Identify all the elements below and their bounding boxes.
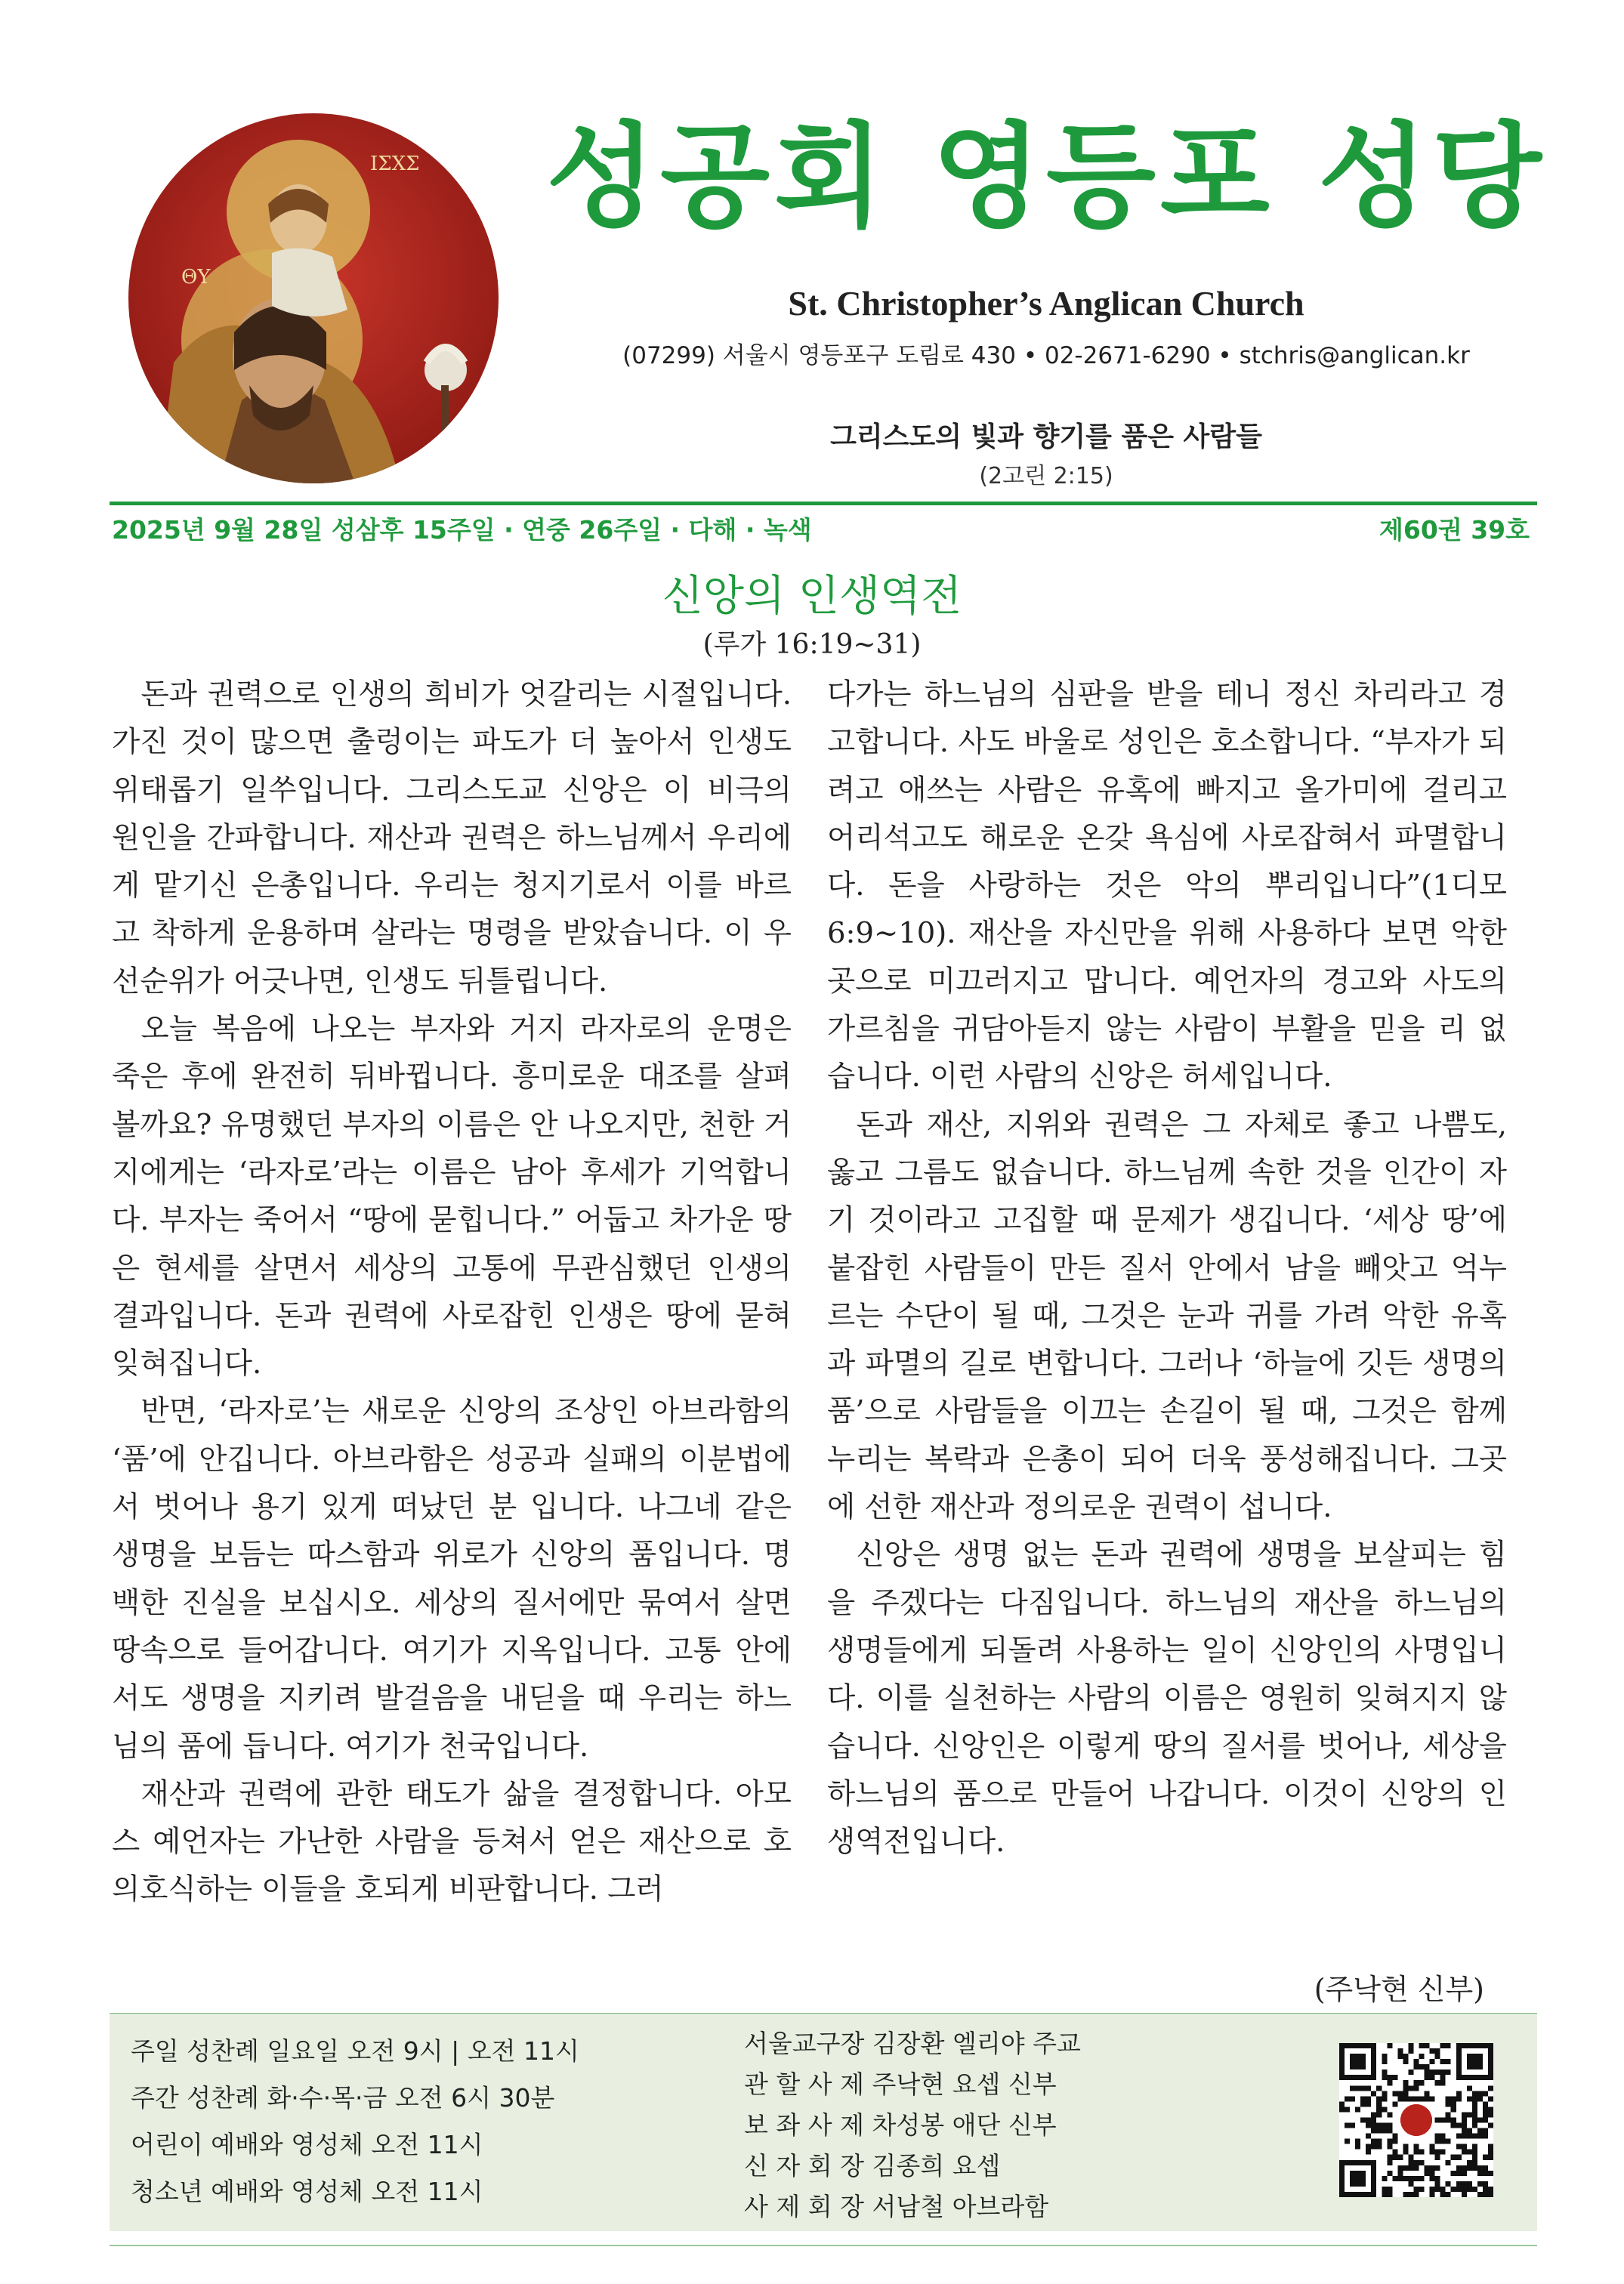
- church-english-name: St. Christopher’s Anglican Church: [788, 284, 1304, 323]
- church-title: 성공회 영등포 성당: [546, 112, 1546, 243]
- clergy-item: 관 할 사 제 주낙현 요셉 신부: [744, 2069, 1057, 2099]
- paragraph: 신앙은 생명 없는 돈과 권력에 생명을 보살피는 힘을 주겠다는 다짐입니다. 하느님의 재산을 하느님의 생명들에게 되돌려 사용하는 일이 신앙인의 사명입니다. 이를 실천하는 사람의 이름은 영원히 잊혀지지 않습니다. 신앙인은 이렇게 땅의 질서를 벗어나, 세상을 하느님의 품으로 만들어 나갑니다. 이것이 신앙의 인생역전입니다.: [827, 1538, 1507, 1860]
- sermon-column-left: [112, 671, 792, 1914]
- sermon-column-right: [827, 671, 1507, 1866]
- clergy-item: 서울교구장 김장환 엘리야 주교: [744, 2029, 1081, 2058]
- header-divider: [110, 502, 1537, 505]
- service-schedule-item: 청소년 예배와 영성체 오전 11시: [131, 2177, 483, 2206]
- paragraph: 다가는 하느님의 심판을 받을 테니 정신 차리라고 경고합니다. 사도 바울로 성인은 호소합니다. “부자가 되려고 애쓰는 사람은 유혹에 빠지고 올가미에 걸리고 어리석고도 해로운 온갖 욕심에 사로잡혀서 파멸합니다. 돈을 사랑하는 것은 악의 뿌리입니다”(1디모 6:9~10). 재산을 자신만을 위해 사용하다 보면 악한 곳으로 미끄러지고 맙니다. 예언자의 경고와 사도의 가르침을 귀담아듣지 않는 사람이 부활을 믿을 리 없습니다. 이런 사람의 신앙은 허세입니다.: [827, 677, 1507, 1094]
- paragraph: 재산과 권력에 관한 태도가 삶을 결정합니다. 아모스 예언자는 가난한 사람을 등쳐서 얻은 재산으로 호의호식하는 이들을 호되게 비판합니다. 그러: [112, 1776, 792, 1907]
- paragraph: 오늘 복음에 나오는 부자와 거지 라자로의 운명은 죽은 후에 완전히 뒤바뀝니다. 흥미로운 대조를 살펴볼까요? 유명했던 부자의 이름은 안 나오지만, 천한 거지에게는 ‘라자로’라는 이름은 남아 후세가 기억합니다. 부자는 죽어서 “땅에 묻힙니다.” 어둡고 차가운 땅은 현세를 살면서 세상의 고통에 무관심했던 인생의 결과입니다. 돈과 권력에 사로잡힌 인생은 땅에 묻혀 잊혀집니다.: [112, 1012, 792, 1381]
- service-schedule-item: 주일 성찬례 일요일 오전 9시 | 오전 11시: [131, 2036, 579, 2066]
- footer-panel: [110, 2015, 1537, 2231]
- icon-label-left: ΘΥ: [181, 266, 211, 289]
- qr-code[interactable]: [1339, 2043, 1493, 2197]
- sermon-author: (주낙현 신부): [1314, 1973, 1484, 2006]
- liturgical-date: 2025년 9월 28일 성삼후 15주일 · 연중 26주일 · 다해 · 녹색: [112, 515, 812, 545]
- paragraph: 돈과 재산, 지위와 권력은 그 자체로 좋고 나쁨도, 옳고 그름도 없습니다. 하느님께 속한 것을 인간이 자기 것이라고 고집할 때 문제가 생깁니다. ‘세상 땅’에 붙잡힌 사람들이 만든 질서 안에서 남을 빼앗고 억누르는 수단이 될 때, 그것은 눈과 귀를 가려 악한 유혹과 파멸의 길로 변합니다. 그러나 ‘하늘에 깃든 생명의 품’으로 사람들을 이끄는 손길이 될 때, 그것은 함께 누리는 복락과 은총이 되어 더욱 풍성해집니다. 그곳에 선한 재산과 정의로운 권력이 섭니다.: [827, 1107, 1507, 1525]
- service-schedule-item: 주간 성찬례 화·수·목·금 오전 6시 30분: [131, 2083, 555, 2113]
- clergy-item: 신 자 회 장 김종희 요셉: [744, 2151, 1001, 2181]
- footer-divider: [110, 2013, 1537, 2014]
- clergy-item: 보 좌 사 제 차성봉 애단 신부: [744, 2110, 1057, 2140]
- sermon-title: 신앙의 인생역전: [662, 572, 962, 621]
- sermon-reference: (루가 16:19~31): [702, 629, 922, 660]
- icon-label-right: ΙΣΧΣ: [370, 153, 420, 175]
- st-christopher-icon: [128, 113, 499, 483]
- paragraph: 반면, ‘라자로’는 새로운 신앙의 조상인 아브라함의 ‘품’에 안깁니다. 아브라함은 성공과 실패의 이분법에서 벗어나 용기 있게 떠났던 분 입니다. 나그네 같은 생명을 보듬는 따스함과 위로가 신앙의 품입니다. 명백한 진실을 보십시오. 세상의 질서에만 묶여서 살면 땅속으로 들어갑니다. 여기가 지옥입니다. 고통 안에서도 생명을 지키려 발걸음을 내딛을 때 우리는 하느님의 품에 듭니다. 여기가 천국입니다.: [112, 1394, 792, 1764]
- motto-reference: (2고린 2:15): [979, 463, 1113, 489]
- clergy-item: 사 제 회 장 서남철 아브라함: [744, 2192, 1049, 2221]
- service-schedule-item: 어린이 예배와 영성체 오전 11시: [131, 2130, 483, 2159]
- issue-number: 제60권 39호: [1379, 515, 1530, 545]
- church-address-line: (07299) 서울시 영등포구 도림로 430 • 02-2671-6290 • stchris@anglican.kr: [622, 342, 1470, 369]
- paragraph: 돈과 권력으로 인생의 희비가 엇갈리는 시절입니다. 가진 것이 많으면 출렁이는 파도가 더 높아서 인생도 위태롭기 일쑤입니다. 그리스도교 신앙은 이 비극의 원인을 간파합니다. 재산과 권력은 하느님께서 우리에게 맡기신 은총입니다. 우리는 청지기로서 이를 바르고 착하게 운용하며 살라는 명령을 받았습니다. 이 우선순위가 어긋나면, 인생도 뒤틀립니다.: [112, 677, 792, 998]
- motto: 그리스도의 빛과 향기를 품은 사람들: [830, 421, 1262, 452]
- page-bottom-divider: [110, 2245, 1537, 2246]
